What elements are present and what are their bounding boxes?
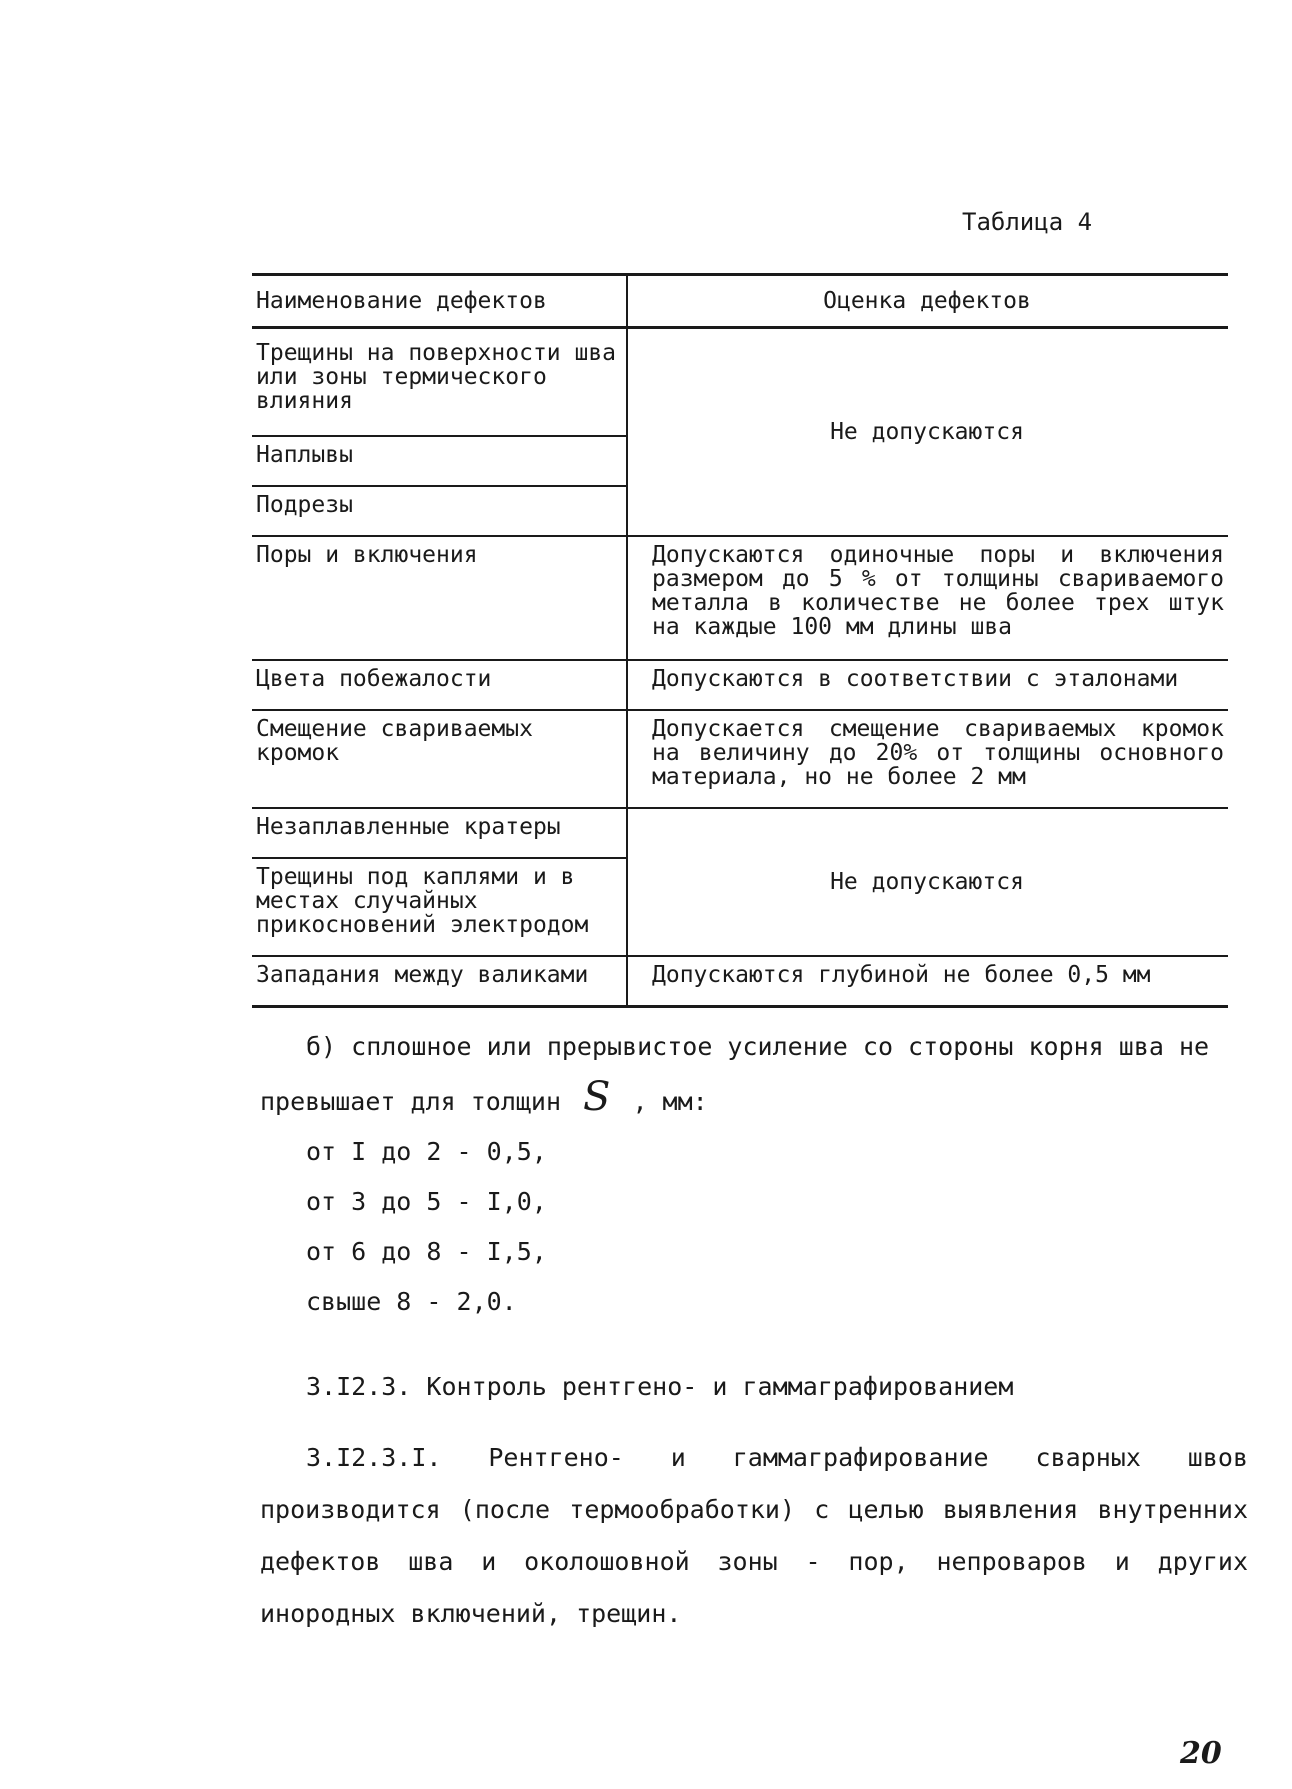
defect-assessment: Допускаются одиночные поры и включения размером до 5 % от толщины свариваемого металла в количестве не более трех штук на каждые 100 мм длины шва <box>627 536 1228 660</box>
defect-assessment: Допускаются глубиной не более 0,5 мм <box>627 956 1228 1007</box>
table-caption: Таблица 4 <box>962 208 1093 236</box>
table-row <box>252 536 1228 660</box>
defect-name: Трещины под каплями и в местах случайных прикосновений электродом <box>252 858 627 956</box>
table-row <box>252 328 1228 437</box>
list-item: от I до 2 - 0,5, <box>306 1137 547 1166</box>
defect-assessment: Допускается смещение свариваемых кромок на величину до 20% от толщины основного материала, но не более 2 мм <box>627 710 1228 808</box>
paragraph-b-text <box>260 1022 1250 1127</box>
list-item: свыше 8 - 2,0. <box>306 1287 517 1316</box>
table-header-row <box>252 275 1228 328</box>
defect-assessment: Не допускаются <box>627 808 1228 956</box>
list-item: от 6 до 8 - I,5, <box>306 1237 547 1266</box>
table-row <box>252 956 1228 1007</box>
section-body: 3.I2.3.I. Рентгено- и гаммаграфирование сварных швов производится (после термообработки) с целью выявления внутренних дефектов шва и околошовной зоны - пор, непроваров и других инородных включений, трещин. <box>260 1443 1248 1628</box>
header-defect-name: Наименование дефектов <box>252 275 627 328</box>
defect-assessment: Допускаются в соответствии с эталонами <box>627 660 1228 710</box>
defect-name: Цвета побежалости <box>252 660 627 710</box>
defect-name: Подрезы <box>252 486 627 536</box>
defect-name: Поры и включения <box>252 536 627 660</box>
thickness-symbol: S <box>583 1074 611 1120</box>
list-item: от 3 до 5 - I,0, <box>306 1187 547 1216</box>
defects-table <box>252 273 1228 1008</box>
table-row <box>252 808 1228 858</box>
paragraph-b-before: б) сплошное или прерывистое усиление со стороны корня шва не превышает для толщин <box>260 1032 1210 1116</box>
defect-name: Западания между валиками <box>252 956 627 1007</box>
defect-assessment: Не допускаются <box>627 328 1228 537</box>
section-heading: 3.I2.3. Контроль рентгено- и гаммаграфированием <box>306 1372 1014 1401</box>
defect-name: Трещины на поверхности шва или зоны термического влияния <box>252 328 627 437</box>
table-row <box>252 710 1228 808</box>
page-number: 20 <box>1180 1736 1222 1771</box>
paragraph-b <box>260 1022 1250 1327</box>
paragraph-b-after: , мм: <box>632 1087 708 1116</box>
header-defect-assessment: Оценка дефектов <box>627 275 1228 328</box>
defect-name: Смещение свариваемых кромок <box>252 710 627 808</box>
table-row <box>252 660 1228 710</box>
defect-name: Наплывы <box>252 436 627 486</box>
defect-name: Незаплавленные кратеры <box>252 808 627 858</box>
